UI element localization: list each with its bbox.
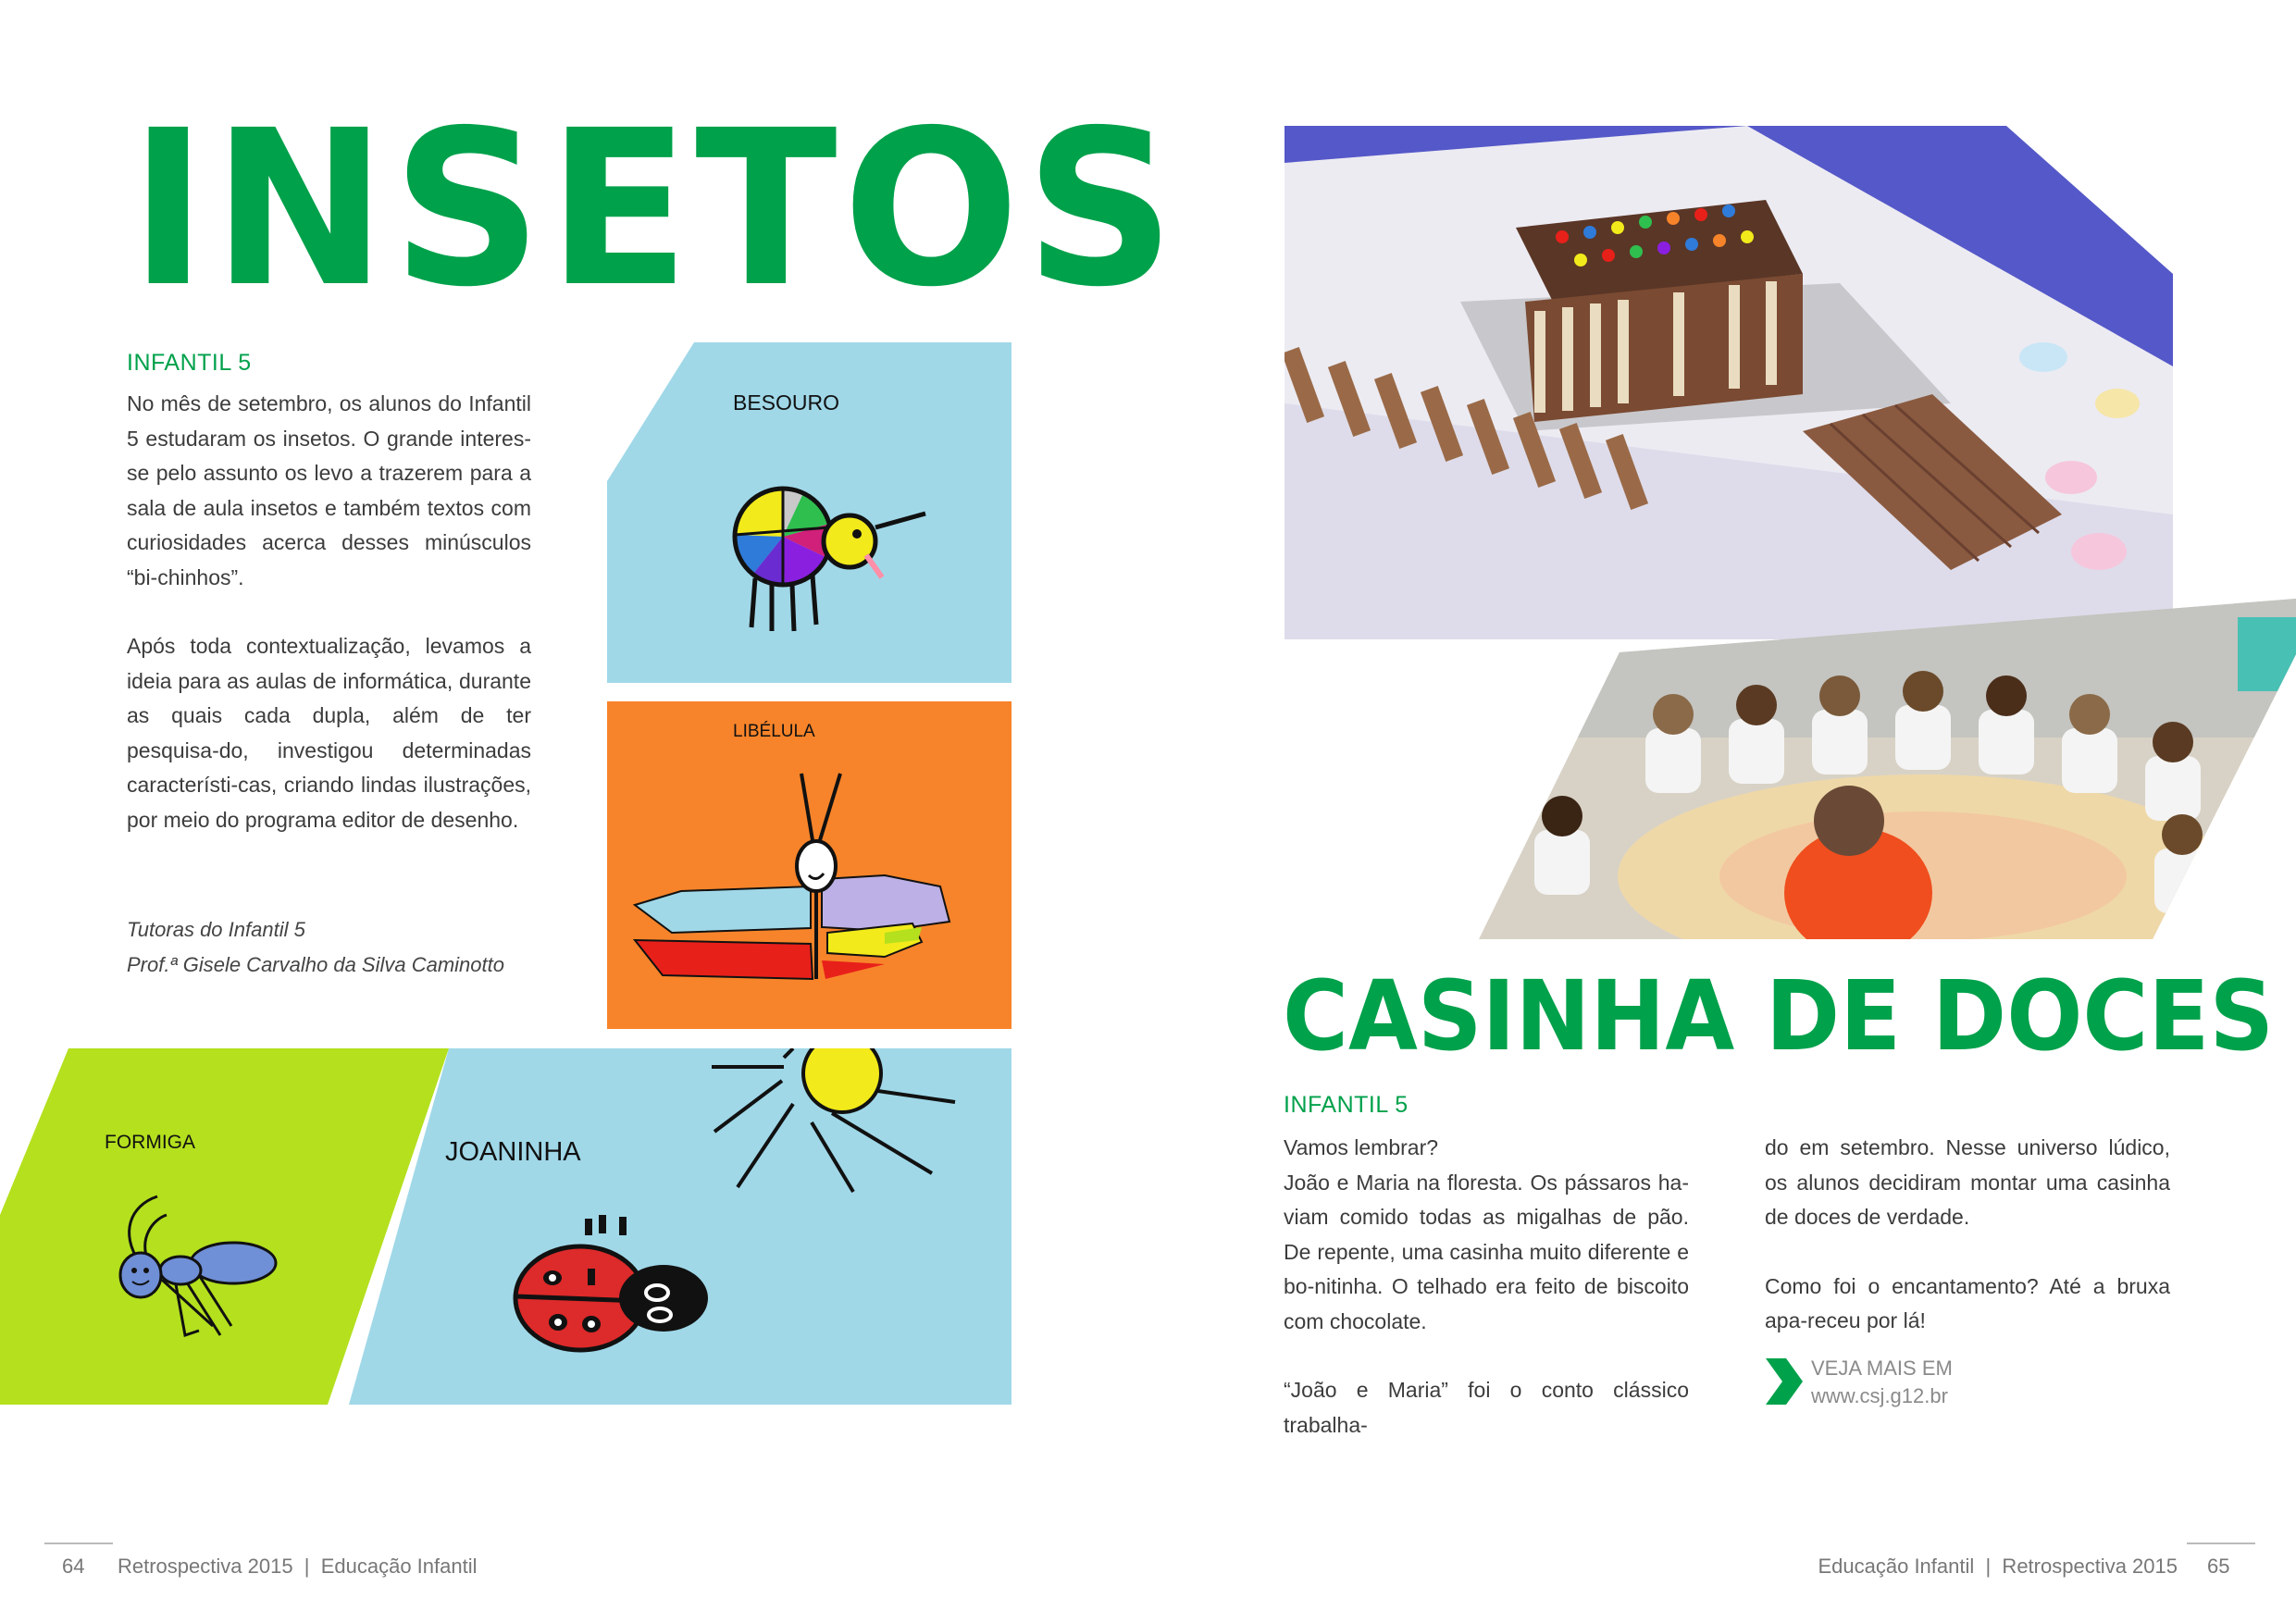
section-label-infantil5-right: INFANTIL 5: [1284, 1092, 1409, 1118]
photo-children-circle: [1479, 599, 2296, 939]
page-title-insetos: INSETOS: [130, 84, 1181, 334]
footer-page-number-right: 65: [2207, 1555, 2230, 1578]
panel-libelula: [607, 701, 1011, 1029]
candy-house-illustration: [1285, 126, 2173, 639]
credits-line-1: Tutoras do Infantil 5: [127, 918, 305, 941]
insetos-body: [127, 387, 531, 837]
veja-mais-link[interactable]: www.csj.g12.br: [1811, 1384, 1948, 1407]
page-title-casinha: CASINHA DE DOCES: [1283, 960, 2275, 1072]
casinha-col2-p2: Como foi o encantamento? Até a bruxa apa-receu por lá!: [1765, 1273, 2170, 1332]
footer-text-left: Retrospectiva 2015 | Educação Infantil: [118, 1555, 478, 1578]
casinha-col1-p1: Vamos lembrar?: [1284, 1135, 1439, 1159]
credits: [127, 912, 504, 983]
label-besouro: BESOURO: [733, 390, 840, 415]
footer-page-number-left: 64: [62, 1555, 85, 1578]
chevron-right-icon: [1766, 1358, 1803, 1405]
joaninha-drawing: [349, 1048, 1011, 1405]
footer-text-right: Educação Infantil | Retrospectiva 2015: [1818, 1555, 2178, 1578]
footer-rule-right: [2187, 1542, 2255, 1544]
panel-joaninha: [349, 1048, 1011, 1405]
footer-rule-left: [44, 1542, 113, 1544]
label-formiga: FORMIGA: [105, 1132, 195, 1153]
label-joaninha: JOANINHA: [445, 1137, 581, 1167]
insetos-paragraph-2: Após toda contextualização, levamos a ideia para as aulas de informática, durante as quais cada dupla, além de ter pesquisa-do, investigou determinadas característi-cas, criando lindas ilustrações, por meio do programa editor de desenho.: [127, 634, 531, 832]
insetos-paragraph-1: No mês de setembro, os alunos do Infantil 5 estudaram os insetos. O grande interes-se pelo assunto os levo a trazerem para a sala de aula insetos e também textos com curiosidades acerca desses minúsculos “bi-chinhos”.: [127, 391, 531, 589]
label-libelula: LIBÉLULA: [733, 722, 815, 741]
casinha-col2-p1: do em setembro. Nesse universo lúdico, os alunos decidiram montar uma casinha de doces de verdade.: [1765, 1135, 2170, 1229]
photo-candy-house: [1285, 126, 2173, 639]
casinha-col-1: [1284, 1131, 1689, 1443]
section-label-infantil5: INFANTIL 5: [127, 350, 252, 376]
credits-line-2: Prof.ª Gisele Carvalho da Silva Caminotto: [127, 953, 504, 976]
casinha-col1-p2: João e Maria na floresta. Os pássaros ha-viam comido todas as migalhas de pão. De repente, uma casinha muito diferente e bo-nitinha. O telhado era feito de biscoito com chocolate.: [1284, 1170, 1689, 1333]
casinha-col1-p3: “João e Maria” foi o conto clássico trabalha-: [1284, 1378, 1689, 1437]
libelula-drawing: [607, 701, 1011, 1029]
children-circle-illustration: [1479, 599, 2296, 939]
casinha-col-2: [1765, 1131, 2170, 1339]
veja-mais: [1811, 1355, 1953, 1410]
panel-besouro: [607, 342, 1011, 683]
veja-mais-label: VEJA MAIS EM: [1811, 1357, 1953, 1380]
